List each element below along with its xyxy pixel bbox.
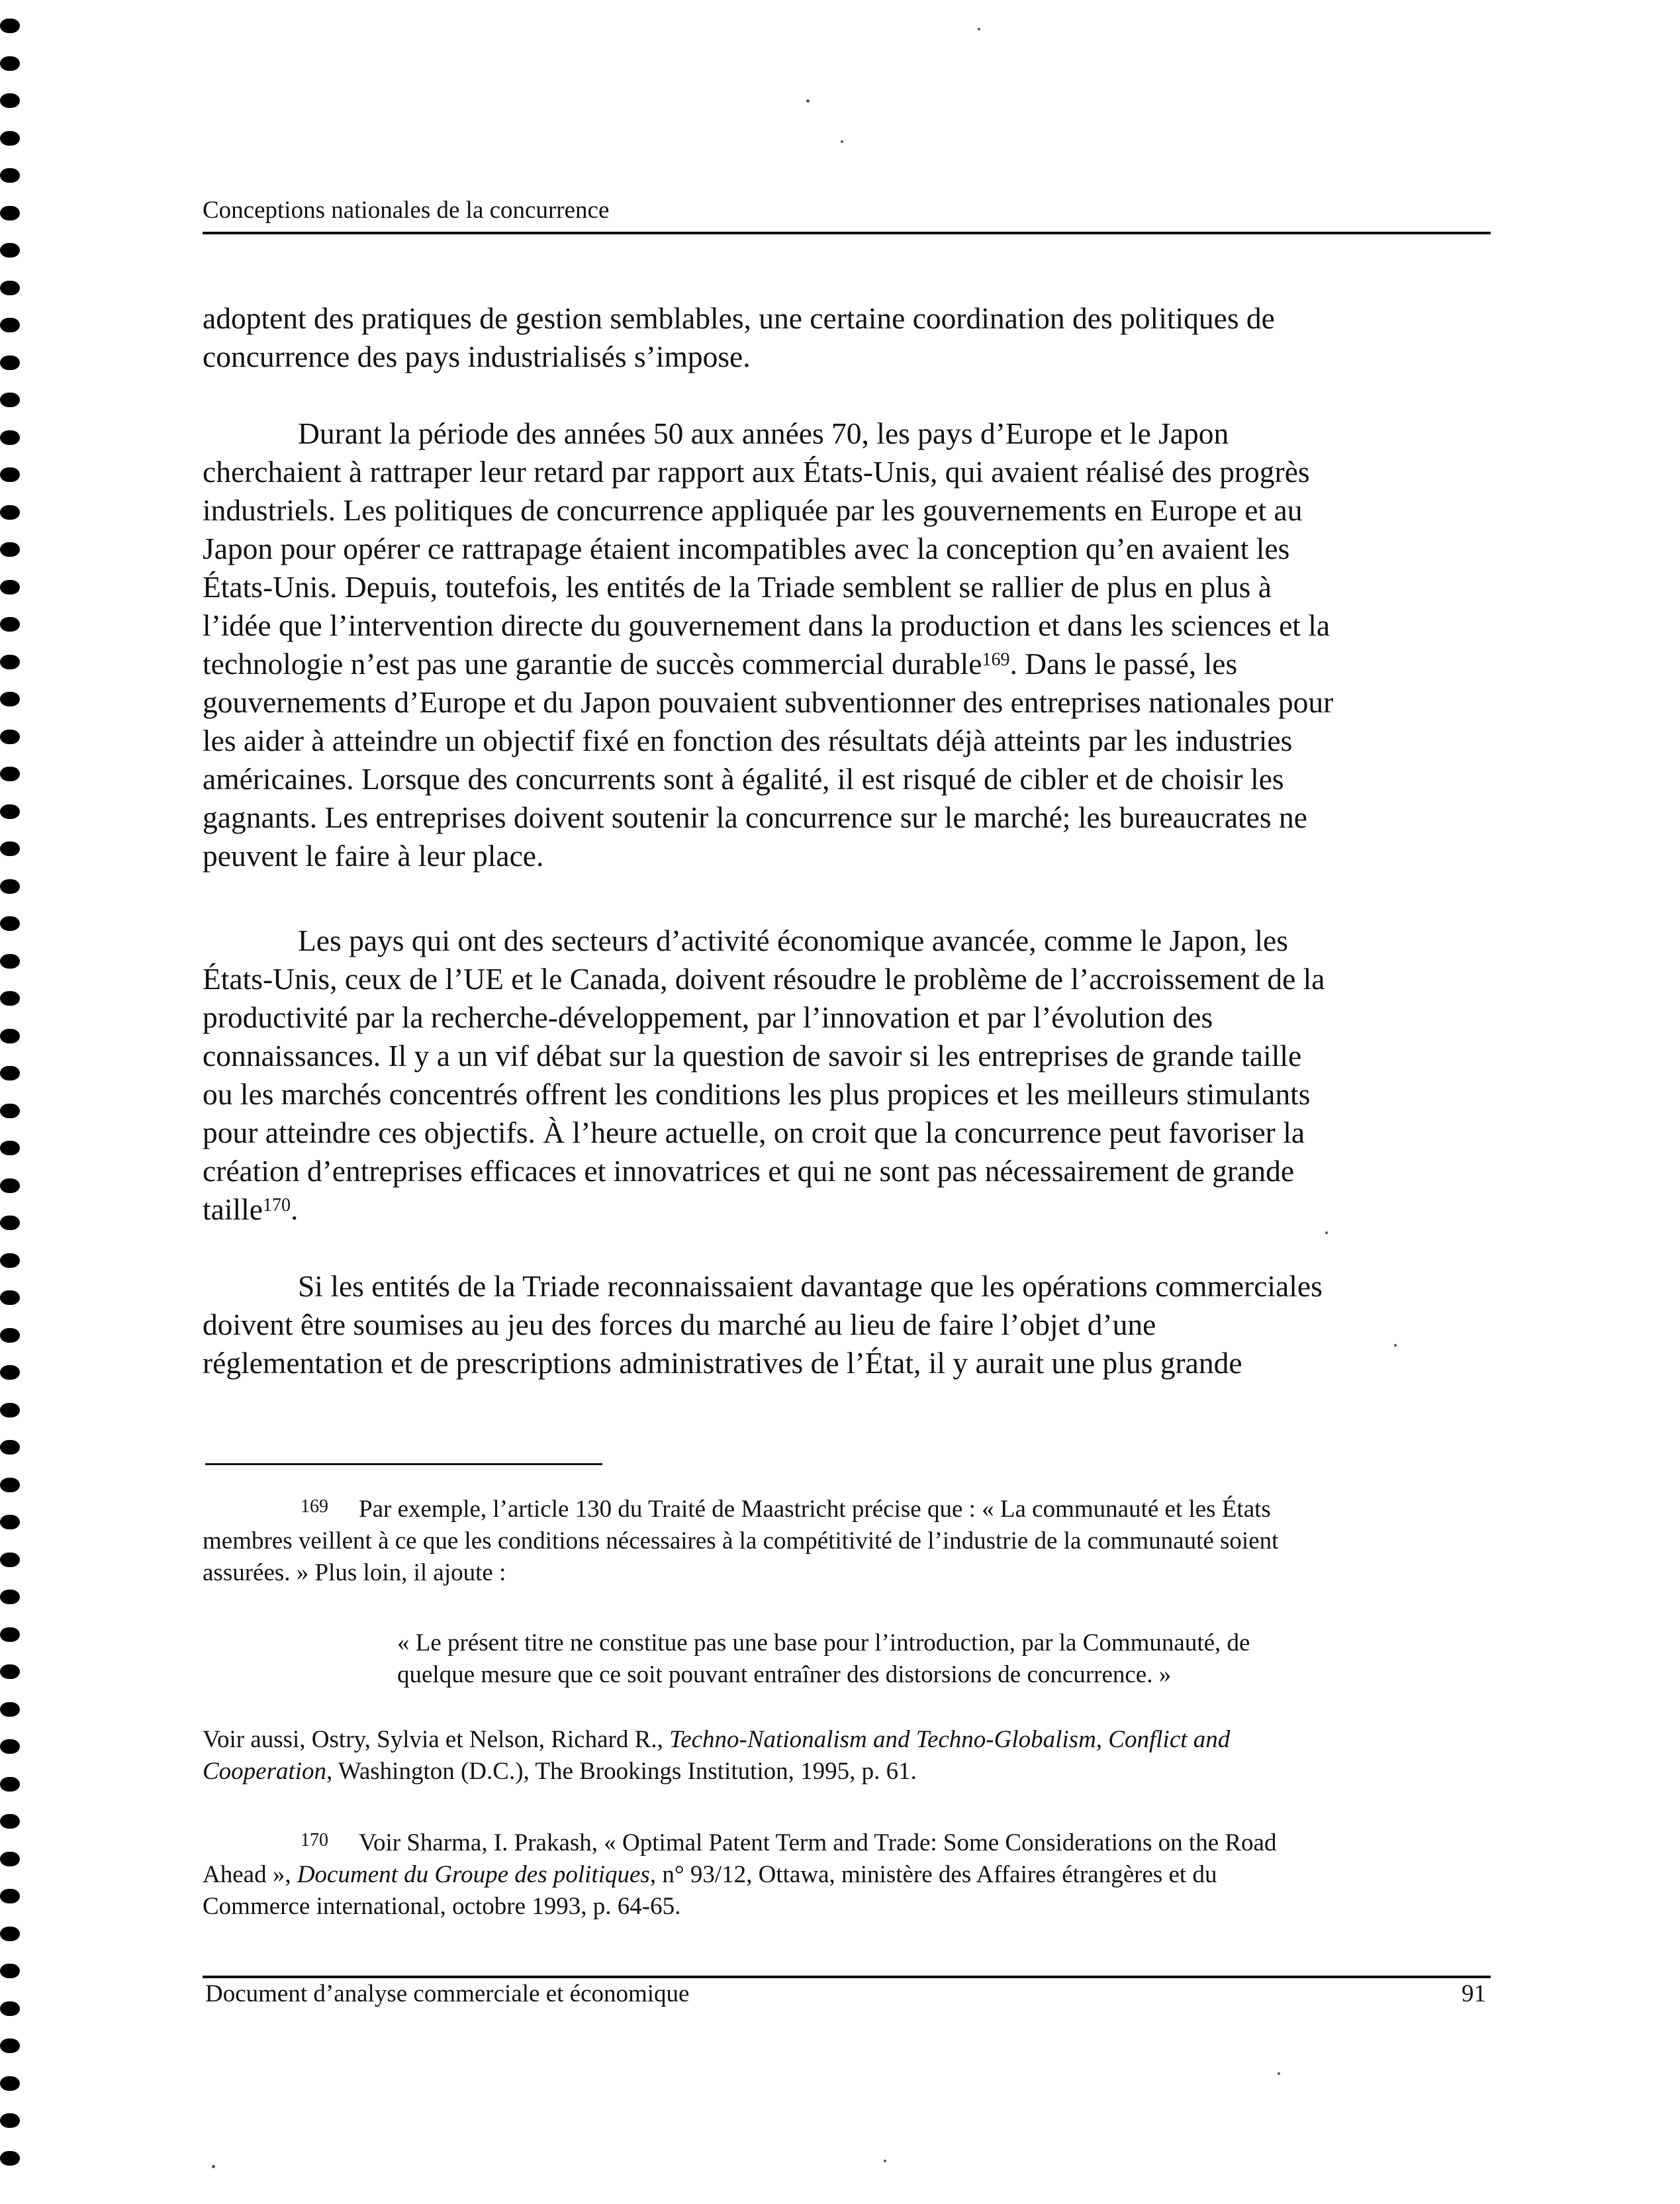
binder-hole: [0, 1627, 20, 1642]
binder-hole: [0, 1478, 20, 1492]
binder-hole: [0, 1515, 20, 1529]
binder-hole: [0, 1889, 20, 1903]
binder-hole: [0, 2113, 20, 2128]
binder-hole: [0, 916, 20, 931]
binder-hole: [0, 206, 20, 220]
footnote-170: [203, 1827, 1500, 1923]
text-line: les aider à atteindre un objectif fixé en fonction des résultats déjà atteints par les industries: [203, 724, 1293, 757]
footnote-line: [203, 1827, 1500, 1859]
running-footer: Document d’analyse commerciale et économique: [205, 1980, 690, 2007]
text-segment: , n° 93/12, Ottawa, ministère des Affaires étrangères et du: [649, 1861, 1217, 1888]
binder-hole: [0, 2076, 20, 2091]
text-line: ou les marchés concentrés offrent les conditions les plus propices et les meilleurs stimulants: [203, 1077, 1311, 1111]
binder-hole: [0, 1664, 20, 1679]
binder-hole: [0, 356, 20, 370]
scan-speck: [978, 28, 980, 30]
binder-hole: [0, 991, 20, 1006]
binder-hole: [0, 393, 20, 407]
binder-hole: [0, 1814, 20, 1829]
binder-hole: [0, 1178, 20, 1193]
binder-hole: [0, 2038, 20, 2053]
footnote-169: [203, 1494, 1500, 1589]
text-line: productivité par la recherche-développement, par l’innovation et par l’évolution des: [203, 1000, 1213, 1034]
binder-hole: [0, 655, 20, 669]
text-line-with-footnote-ref: [203, 1190, 1500, 1229]
scan-speck: [212, 2165, 215, 2168]
book-title: Cooperation: [203, 1758, 327, 1785]
text-line: gouvernements d’Europe et du Japon pouvaient subventionner des entreprises nationales pour: [203, 685, 1334, 719]
text-line: industriels. Les politiques de concurrence appliquée par les gouvernements en Europe et au: [203, 493, 1303, 527]
text-line: peuvent le faire à leur place.: [203, 839, 544, 873]
binder-hole: [0, 1852, 20, 1866]
text-line: réglementation et de prescriptions administratives de l’État, il y aurait une plus grande: [203, 1346, 1242, 1380]
text-line: Les pays qui ont des secteurs d’activité économique avancée, comme le Japon, les: [298, 924, 1288, 957]
binder-hole: [0, 430, 20, 445]
paragraph-2: [203, 414, 1500, 875]
paragraph-4: [203, 1267, 1500, 1382]
footer-rule: [203, 1976, 1491, 1978]
text-line: États-Unis, ceux de l’UE et le Canada, doivent résoudre le problème de l’accroissement de la: [203, 962, 1325, 996]
binder-hole: [0, 2151, 20, 2166]
text-line: connaissances. Il y a un vif débat sur la question de savoir si les entreprises de grande taille: [203, 1039, 1302, 1073]
text-segment: Voir Sharma, I. Prakash, « Optimal Patent Term and Trade: Some Considerations on the Road: [359, 1829, 1277, 1856]
page-number: 91: [1462, 1980, 1486, 2007]
text-segment: Par exemple, l’article 130 du Traité de Maastricht précise que : « La communauté et les États: [359, 1496, 1271, 1523]
text-segment: , Washington (D.C.), The Brookings Institution, 1995, p. 61.: [326, 1758, 917, 1785]
header-rule: [203, 232, 1491, 234]
footnote-line: [203, 1756, 1500, 1788]
scan-speck: [1325, 1231, 1328, 1234]
footnote-number: 169: [301, 1496, 328, 1517]
footnote-line: Commerce international, octobre 1993, p. 64-65.: [203, 1893, 681, 1920]
scan-speck: [841, 140, 843, 143]
book-title: Techno-Nationalism and Techno-Globalism, Conflict and: [669, 1726, 1231, 1753]
quote-line: « Le présent titre ne constitue pas une base pour l’introduction, par la Communauté, de: [397, 1629, 1250, 1656]
binder-hole: [0, 692, 20, 706]
text-line: concurrence des pays industrialisés s’impose.: [203, 340, 751, 373]
paragraph-1: [203, 299, 1500, 376]
scan-speck: [884, 2160, 886, 2162]
text-line: l’idée que l’intervention directe du gouvernement dans la production et dans les sciences et la: [203, 608, 1330, 642]
binder-hole: [0, 1290, 20, 1305]
binder-hole: [0, 1590, 20, 1604]
binder-hole: [0, 1328, 20, 1343]
binder-hole: [0, 1403, 20, 1417]
text-line: création d’entreprises efficaces et innovatrices et qui ne sont pas nécessairement de grande: [203, 1154, 1295, 1188]
footnote-ref-169[interactable]: 169: [982, 649, 1010, 670]
text-line: doivent être soumises au jeu des forces du marché au lieu de faire l’objet d’une: [203, 1308, 1156, 1341]
binder-hole: [0, 1141, 20, 1155]
binder-hole: [0, 954, 20, 969]
footnote-line: membres veillent à ce que les conditions nécessaires à la compétitivité de l’industrie de la communauté soient: [203, 1527, 1279, 1555]
binder-hole: [0, 841, 20, 856]
binder-hole: [0, 804, 20, 819]
binder-hole: [0, 56, 20, 71]
document-title: Document du Groupe des politiques: [297, 1861, 650, 1888]
text-segment: . Dans le passé, les: [1009, 647, 1238, 681]
quote-line: quelque mesure que ce soit pouvant entraîner des distorsions de concurrence. »: [397, 1661, 1172, 1688]
binder-hole: [0, 243, 20, 258]
footnote-separator: [205, 1463, 602, 1465]
binder-hole: [0, 1440, 20, 1455]
text-line: Si les entités de la Triade reconnaissaient davantage que les opérations commerciales: [298, 1269, 1323, 1303]
binder-hole: [0, 1216, 20, 1230]
binder-hole: [0, 318, 20, 332]
binder-hole: [0, 1927, 20, 1941]
binder-hole: [0, 1104, 20, 1118]
text-segment: taille: [203, 1192, 263, 1226]
text-line: Japon pour opérer ce rattrapage étaient incompatibles avec la conception qu’en avaient les: [203, 532, 1290, 565]
text-line: Durant la période des années 50 aux années 70, les pays d’Europe et le Japon: [298, 416, 1229, 450]
binder-hole: [0, 617, 20, 632]
footnote-line: [203, 1724, 1500, 1756]
binder-hole: [0, 168, 20, 183]
binder-hole: [0, 580, 20, 595]
text-line: gagnants. Les entreprises doivent soutenir la concurrence sur le marché; les bureaucrates ne: [203, 800, 1307, 834]
running-header: Conceptions nationales de la concurrence: [203, 197, 610, 224]
footnote-169-quote: [203, 1627, 1500, 1691]
paragraph-3: [203, 922, 1500, 1229]
binder-hole: [0, 542, 20, 557]
binder-hole: [0, 131, 20, 146]
binder-hole: [0, 467, 20, 482]
text-segment: Ahead »,: [203, 1861, 297, 1888]
footnote-number: 170: [301, 1830, 328, 1850]
footnote-ref-170[interactable]: 170: [262, 1195, 291, 1216]
binder-hole: [0, 730, 20, 744]
text-segment: technologie n’est pas une garantie de succès commercial durable: [203, 647, 982, 681]
text-line: cherchaient à rattraper leur retard par rapport aux États-Unis, qui avaient réalisé des progrès: [203, 455, 1310, 489]
binder-hole: [0, 1777, 20, 1792]
text-line: États-Unis. Depuis, toutefois, les entités de la Triade semblent se rallier de plus en plus à: [203, 570, 1272, 604]
binder-hole: [0, 505, 20, 520]
binder-hole: [0, 1553, 20, 1567]
scan-speck: [1394, 1344, 1397, 1347]
text-line-with-footnote-ref: [203, 645, 1500, 683]
binder-hole: [0, 767, 20, 781]
binder-holes: [0, 19, 26, 2190]
binder-hole: [0, 1964, 20, 1978]
binder-hole: [0, 19, 20, 33]
footnote-line: [203, 1494, 1500, 1525]
scan-speck: [806, 99, 810, 103]
binder-hole: [0, 1739, 20, 1754]
text-line: pour atteindre ces objectifs. À l’heure actuelle, on croit que la concurrence peut favoriser la: [203, 1116, 1305, 1149]
text-segment: .: [290, 1192, 299, 1226]
binder-hole: [0, 1029, 20, 1043]
binder-hole: [0, 1253, 20, 1268]
binder-hole: [0, 1702, 20, 1717]
footnote-line: assurées. » Plus loin, il ajoute :: [203, 1559, 506, 1586]
binder-hole: [0, 93, 20, 108]
binder-hole: [0, 1365, 20, 1380]
binder-hole: [0, 2001, 20, 2016]
scan-speck: [1278, 2072, 1280, 2075]
text-line: adoptent des pratiques de gestion semblables, une certaine coordination des politiques de: [203, 301, 1275, 335]
footnote-line: [203, 1859, 1500, 1891]
binder-hole: [0, 1066, 20, 1080]
binder-hole: [0, 879, 20, 894]
text-line: américaines. Lorsque des concurrents sont à égalité, il est risqué de cibler et de choisir les: [203, 762, 1284, 796]
binder-hole: [0, 281, 20, 295]
footnote-169-see-also: [203, 1724, 1500, 1788]
text-segment: Voir aussi, Ostry, Sylvia et Nelson, Richard R.,: [203, 1726, 670, 1753]
